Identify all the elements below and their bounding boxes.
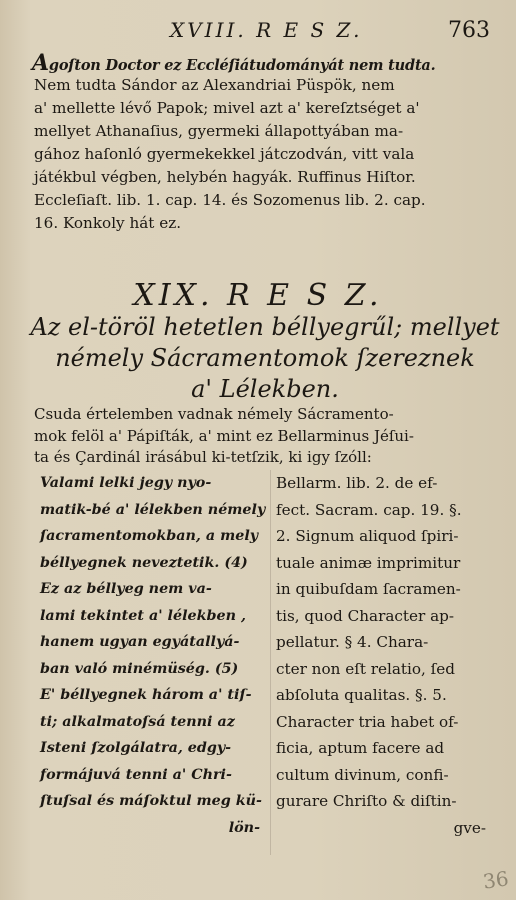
intro-line: Csuda értelemben vadnak némely Sácramento- [34,405,394,423]
body-line: a' mellette lévő Papok; mivel azt a' kereſztséget a' [34,99,420,117]
column-line: gve- [453,818,486,837]
column-line: tuale animæ imprimitur [276,553,461,572]
column-line: Ez az béllyeg nem va- [40,581,212,597]
column-line: béllyegnek neveztetik. (4) [40,554,248,571]
column-line: 2. Signum aliquod ſpiri- [276,527,459,545]
page-header [0,14,516,44]
column-line: lön- [228,819,260,836]
column-line: matik-bé a' lélekben némely [40,501,266,518]
body-line: 16. Konkoly hát ez. [34,214,182,232]
column-line: pellatur. § 4. Chara- [276,633,429,651]
body-line: Eccleſiaſt. lib. 1. cap. 14. és Sozomenus lib. 2. cap. [34,191,426,209]
column-line: cter non eſt relatio, ſed [276,659,456,678]
page-number: 763 [448,18,490,43]
hungarian-column [40,470,270,841]
column-line: Character tria habet of- [276,712,459,731]
intro-line: mok felöl a' Pápiſták, a' mint ez Bellarminus Jéſui- [34,426,414,445]
chapter18-title-text: goſton Doctor ez Eccléſiátudományát nem tudta. [48,57,436,74]
column-divider [270,470,271,855]
body-line: gához haſonló gyermekekkel játczodván, vitt vala [34,145,415,163]
column-line: ti; alkalmatoſsá tenni az [40,713,235,730]
column-line: formájuvá tenni a' Chri- [40,766,232,783]
chapter18-body [34,74,496,235]
column-line: tis, quod Character ap- [276,606,454,625]
latin-column [276,470,500,841]
column-line: Bellarm. lib. 2. de ef- [276,474,438,492]
column-line: ſacramentomokban, a mely [40,528,259,544]
chapter19-heading: XIX. R E S Z. [133,278,383,313]
chapter18-title [32,50,492,76]
column-line: ban való minémüség. (5) [40,660,239,677]
body-line: Nem tudta Sándor az Alexandriai Püspök, nem [34,76,395,94]
column-line: ſtuſsal és máſoktul meg kü- [40,793,262,809]
title-line: némely Sácramentomok ſzereznek [55,344,475,372]
column-line: abſoluta qualitas. §. 5. [276,686,447,704]
body-line: játékbul végben, helybén hagyák. Ruffinus Hiſtor. [34,168,416,186]
column-line: cultum divinum, confi- [276,765,449,784]
intro-line: ta és Çardinál irásábul ki-tetſzik, ki igy ſzóll: [34,448,372,466]
chapter18-title-initial: A [32,50,49,76]
column-line: in quibuſdam ſacramen- [276,580,461,598]
column-line: lami tekintet a' lélekben , [40,607,246,624]
column-line: fect. Sacram. cap. 19. §. [276,500,462,519]
column-line: hanem ugyan egyátallyá- [40,634,240,650]
pencil-margin-note: 36 [481,866,510,894]
body-line: mellyet Athanaſius, gyermeki állapottyában ma- [34,122,404,140]
column-line: ficia, aptum facere ad [276,739,445,757]
column-line: Valami lelki jegy nyo- [40,475,212,491]
chapter19-intro [34,404,494,469]
column-line: Isteni ſzolgálatra, edgy- [40,740,232,756]
title-line: Az el-töröl hetetlen béllyegrűl; mellyet [30,313,500,341]
column-line: E' béllyegnek három a' tiſ- [40,687,252,703]
running-head: XVIII. R E S Z. [170,18,363,42]
chapter19-title [30,312,500,405]
column-line: gurare Chriſto & diſtin- [276,792,457,810]
title-line: a' Lélekben. [191,375,339,403]
